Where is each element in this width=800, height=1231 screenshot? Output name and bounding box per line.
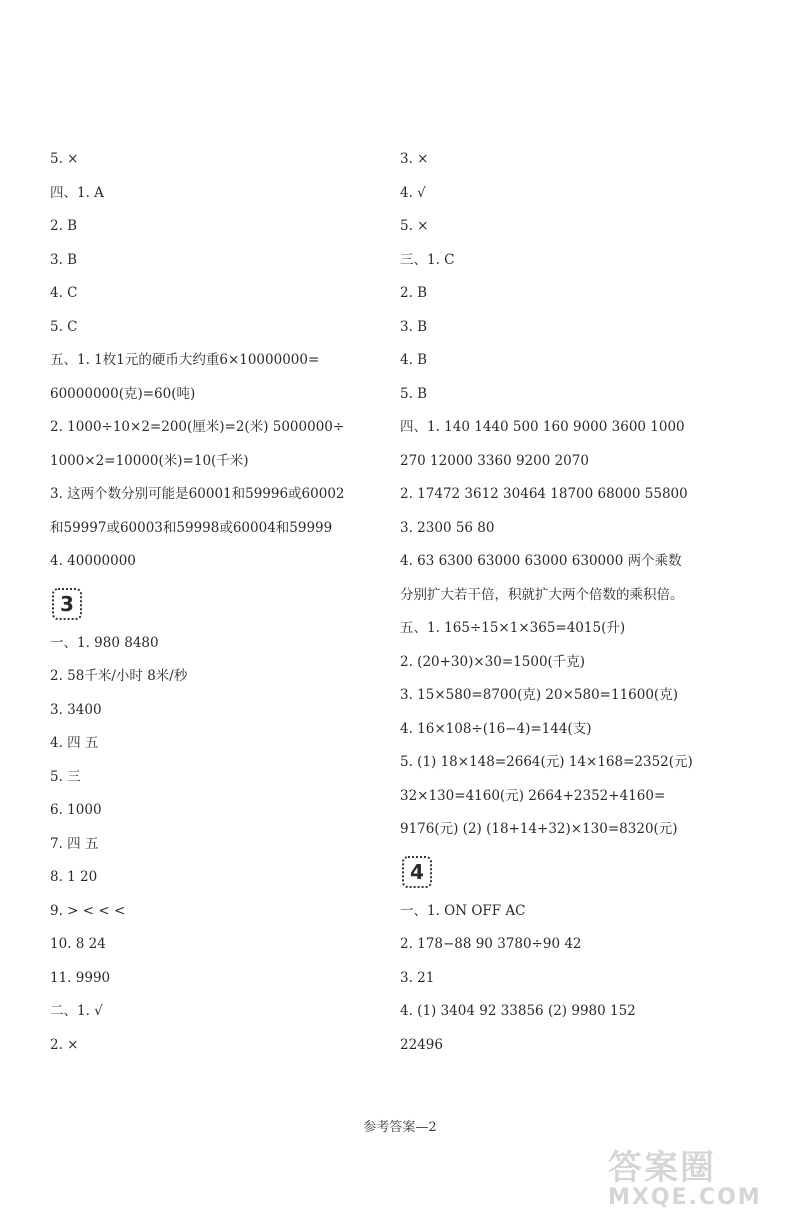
answer-line: 分别扩大若干倍，积就扩大两个倍数的乘积倍。 (400, 586, 684, 603)
answer-line: 5. 三 (50, 768, 81, 785)
answer-line: 三、1. C (400, 251, 455, 268)
answer-line: 8. 1 20 (50, 869, 98, 885)
answer-line: 4. 16×108÷(16−4)=144(支) (400, 720, 592, 737)
answer-line: 3. × (400, 151, 429, 167)
section-badge-4: 4 (402, 856, 432, 888)
answer-line: 1000×2=10000(米)=10(千米) (50, 452, 249, 469)
answer-line: 22496 (400, 1036, 443, 1053)
answer-line: 7. 四 五 (50, 835, 99, 852)
section-badge-3: 3 (52, 588, 82, 620)
answer-line: 2. 17472 3612 30464 18700 68000 55800 (400, 486, 688, 502)
section-3-header (50, 582, 380, 630)
answer-line: 2. × (50, 1036, 79, 1053)
answer-line: 2. 1000÷10×2=200(厘米)=2(米) 5000000÷ (50, 419, 345, 435)
answer-line: 4. B (400, 352, 428, 368)
left-lines-a (50, 146, 380, 582)
answer-line: 5. (1) 18×148=2664(元) 14×168=2352(元) (400, 754, 693, 770)
answer-line: 3. 3400 (50, 701, 102, 718)
answer-line: 4. C (50, 285, 78, 301)
answer-line: 一、1. ON OFF AC (400, 902, 526, 919)
answer-line: 11. 9990 (50, 969, 111, 986)
answer-line: 9. > < < < (50, 902, 126, 919)
watermark-top: 答案圈 (608, 1148, 716, 1188)
answer-line: 4. √ (400, 184, 426, 201)
page-footer: 参考答案—2 (363, 1120, 437, 1135)
answer-line: 9176(元) (2) (18+14+32)×130=8320(元) (400, 821, 678, 837)
answer-line: 60000000(克)=60(吨) (50, 385, 196, 402)
answer-line: 2. B (400, 285, 428, 301)
answer-line: 四、1. 140 1440 500 160 9000 3600 1000 (400, 419, 685, 435)
section-4-header (400, 850, 780, 898)
watermark-logo (608, 1140, 788, 1225)
right-lines-a (400, 146, 780, 850)
answer-line: 4. (1) 3404 92 33856 (2) 9980 152 (400, 1003, 636, 1019)
answer-line: 5. C (50, 318, 78, 335)
left-lines-b (50, 630, 380, 1066)
answer-line: 2. 58千米/小时 8米/秒 (50, 668, 188, 684)
answer-line: 3. 这两个数分别可能是60001和59996或60002 (50, 486, 345, 502)
answer-line: 5. × (50, 151, 79, 167)
answer-line: 3. B (50, 251, 78, 268)
answer-line: 五、1. 165÷15×1×365=4015(升) (400, 620, 626, 636)
answer-line: 6. 1000 (50, 802, 102, 818)
answer-line: 5. B (400, 385, 428, 402)
answer-line: 二、1. √ (50, 1003, 103, 1019)
answer-line: 3. 15×580=8700(克) 20×580=11600(克) (400, 687, 678, 703)
answer-line: 2. B (50, 218, 78, 234)
answer-line: 4. 40000000 (50, 553, 136, 569)
answer-line: 4. 63 6300 63000 63000 630000 两个乘数 (400, 553, 682, 569)
right-lines-b (400, 898, 780, 1066)
answer-line: 32×130=4160(元) 2664+2352+4160= (400, 787, 666, 804)
answer-line: 270 12000 3360 9200 2070 (400, 452, 589, 469)
answer-line: 一、1. 980 8480 (50, 634, 159, 651)
answer-line: 2. 178−88 90 3780÷90 42 (400, 936, 582, 952)
answer-line: 2. (20+30)×30=1500(千克) (400, 653, 586, 670)
answer-line: 3. 21 (400, 969, 435, 986)
left-column (50, 146, 380, 1065)
answer-line: 3. 2300 56 80 (400, 519, 495, 536)
answer-line: 4. 四 五 (50, 735, 99, 751)
answer-line: 10. 8 24 (50, 936, 106, 952)
answer-line: 五、1. 1枚1元的硬币大约重6×10000000= (50, 352, 320, 368)
right-column (400, 146, 780, 1065)
answer-line: 四、1. A (50, 184, 104, 201)
watermark-bottom: MXQE.COM (608, 1185, 762, 1210)
answer-line: 5. × (400, 218, 429, 234)
answer-line: 3. B (400, 318, 428, 335)
answer-line: 和59997或60003和59998或60004和59999 (50, 519, 333, 536)
